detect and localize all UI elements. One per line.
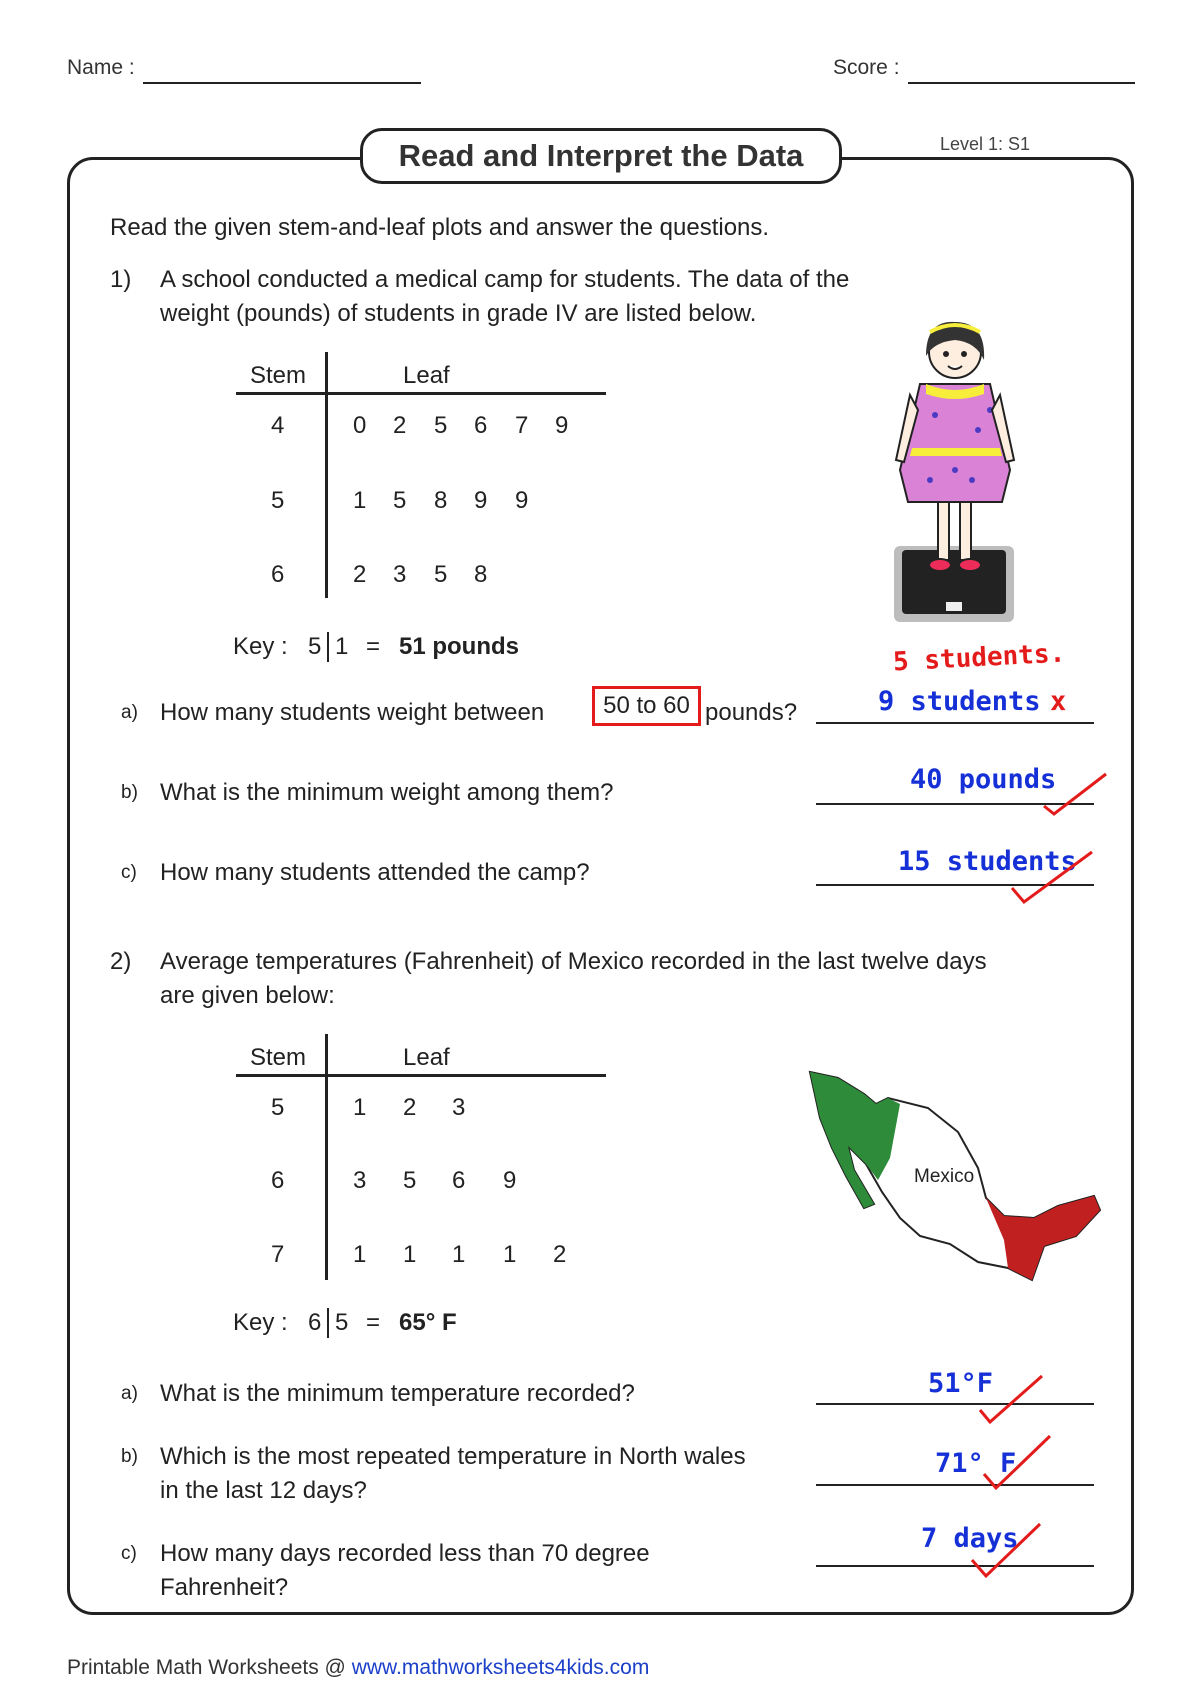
q2-key-label: Key : [233, 1309, 288, 1336]
score-field[interactable] [908, 82, 1135, 84]
q2-key-stem: 6 [308, 1309, 322, 1336]
q1-number: 1) [110, 266, 132, 293]
q1a-letter: a) [121, 702, 138, 723]
q2c-text-line1: How many days recorded less than 70 degree [160, 1540, 650, 1567]
q2-leaf: 2 [403, 1094, 417, 1121]
q2c-check-icon [968, 1520, 1044, 1580]
q2-leaf: 5 [403, 1167, 417, 1194]
q1-stem-4: 4 [271, 412, 285, 439]
q2-stem-5: 5 [271, 1094, 285, 1121]
q2a-handwritten-answer: 51°F [928, 1368, 994, 1399]
score-label: Score : [833, 56, 900, 79]
q1a-text-after: pounds? [705, 699, 798, 726]
q2a-letter: a) [121, 1383, 138, 1404]
q1-key-eq: = [366, 633, 381, 660]
q2-leaf-header: Leaf [403, 1044, 450, 1071]
q1-leaf: 5 [393, 487, 407, 514]
q2c-answer-line[interactable] [816, 1565, 1094, 1567]
q1-leaf: 8 [474, 561, 488, 588]
worksheet-title: Read and Interpret the Data [360, 128, 842, 184]
footer-link[interactable]: www.mathworksheets4kids.com [351, 1656, 650, 1679]
footer-prefix: Printable Math Worksheets @ [67, 1656, 352, 1679]
q1a-answer-line[interactable] [816, 722, 1094, 724]
q1c-text: How many students attended the camp? [160, 859, 590, 886]
q2-text-line2: are given below: [160, 982, 335, 1009]
instructions: Read the given stem-and-leaf plots and answer the questions. [110, 214, 770, 241]
q1-stem-header: Stem [250, 362, 307, 389]
level-label: Level 1: S1 [940, 134, 1031, 154]
q2c-letter: c) [121, 1543, 137, 1564]
q1-leaf: 8 [434, 487, 448, 514]
q2b-text-line2: in the last 12 days? [160, 1477, 367, 1504]
q2-leaf: 3 [452, 1094, 466, 1121]
q2-leaf: 1 [353, 1094, 367, 1121]
q2-key-eq: = [366, 1309, 381, 1336]
q2-key-value: 65° F [399, 1309, 457, 1336]
q1-leaf-header: Leaf [403, 362, 450, 389]
q2-stem-divider [325, 1034, 328, 1280]
q1-leaf: 9 [474, 487, 488, 514]
q1-text-line1: A school conducted a medical camp for students. The data of the [160, 266, 850, 293]
q1-leaf: 9 [555, 412, 569, 439]
q2-leaf: 2 [553, 1241, 567, 1268]
q1c-check-icon [1008, 848, 1098, 908]
q1a-handwritten-answer: 9 students [878, 686, 1041, 717]
q1-leaf: 5 [434, 412, 448, 439]
q1b-text: What is the minimum weight among them? [160, 779, 614, 806]
girl-on-scale-illustration [880, 320, 1040, 630]
q1-leaf: 2 [393, 412, 407, 439]
q1a-highlight-box: 50 to 60 [592, 686, 701, 726]
q1-stem-6: 6 [271, 561, 285, 588]
q1-leaf: 9 [515, 487, 529, 514]
q1b-letter: b) [121, 782, 138, 803]
q1a-correction: 5 students. [892, 638, 1066, 678]
q1a-wrong-mark: x [1050, 686, 1067, 717]
q2-key-bar [327, 1308, 329, 1338]
mexico-map-illustration [808, 1068, 1103, 1283]
q1-stem-divider [325, 352, 328, 598]
q2-leaf: 1 [353, 1241, 367, 1268]
q2-key-leaf: 5 [335, 1309, 349, 1336]
q2a-answer-line[interactable] [816, 1403, 1094, 1405]
q2c-text-line2: Fahrenheit? [160, 1574, 289, 1601]
q1c-handwritten-answer: 15 students [898, 846, 1077, 877]
map-label: Mexico [914, 1166, 975, 1187]
q1-key-stem: 5 [308, 633, 322, 660]
q1-leaf: 7 [515, 412, 529, 439]
q1-leaf: 2 [353, 561, 367, 588]
q1-stem-5: 5 [271, 487, 285, 514]
q2-leaf: 1 [452, 1241, 466, 1268]
name-field[interactable] [143, 82, 421, 84]
q2-leaf: 3 [353, 1167, 367, 1194]
q1-leaf: 3 [393, 561, 407, 588]
q2-leaf: 6 [452, 1167, 466, 1194]
q2-stem-6: 6 [271, 1167, 285, 1194]
q1-leaf: 6 [474, 412, 488, 439]
q1c-letter: c) [121, 862, 137, 883]
q1-text-line2: weight (pounds) of students in grade IV are listed below. [160, 300, 757, 327]
name-label: Name : [67, 56, 135, 79]
q2b-letter: b) [121, 1446, 138, 1467]
q2c-handwritten-answer: 7 days [921, 1523, 1019, 1554]
q2-stem-header: Stem [250, 1044, 307, 1071]
q2-leaf: 1 [503, 1241, 517, 1268]
q2-header-rule [236, 1074, 606, 1077]
q1b-check-icon [1040, 770, 1110, 820]
q1-leaf: 1 [353, 487, 367, 514]
q2-leaf: 9 [503, 1167, 517, 1194]
q1-key-label: Key : [233, 633, 288, 660]
q2b-text-line1: Which is the most repeated temperature in North wales [160, 1443, 746, 1470]
q2-number: 2) [110, 948, 132, 975]
q1-key-value: 51 pounds [399, 633, 520, 660]
q1a-text-before: How many students weight between [160, 699, 545, 726]
q2b-check-icon [980, 1432, 1054, 1492]
q1-leaf: 0 [353, 412, 367, 439]
footer [67, 1656, 649, 1680]
q2b-handwritten-answer: 71° F [935, 1448, 1017, 1479]
q2-stem-7: 7 [271, 1241, 285, 1268]
q2-text-line1: Average temperatures (Fahrenheit) of Mexico recorded in the last twelve days [160, 948, 987, 975]
q1-key-leaf: 1 [335, 633, 349, 660]
q1-leaf: 5 [434, 561, 448, 588]
q1-header-rule [236, 392, 606, 395]
q2a-text: What is the minimum temperature recorded? [160, 1380, 635, 1407]
q1b-handwritten-answer: 40 pounds [910, 764, 1057, 795]
q2a-check-icon [976, 1372, 1046, 1426]
q2-leaf: 1 [403, 1241, 417, 1268]
q1-key-bar [327, 632, 329, 662]
